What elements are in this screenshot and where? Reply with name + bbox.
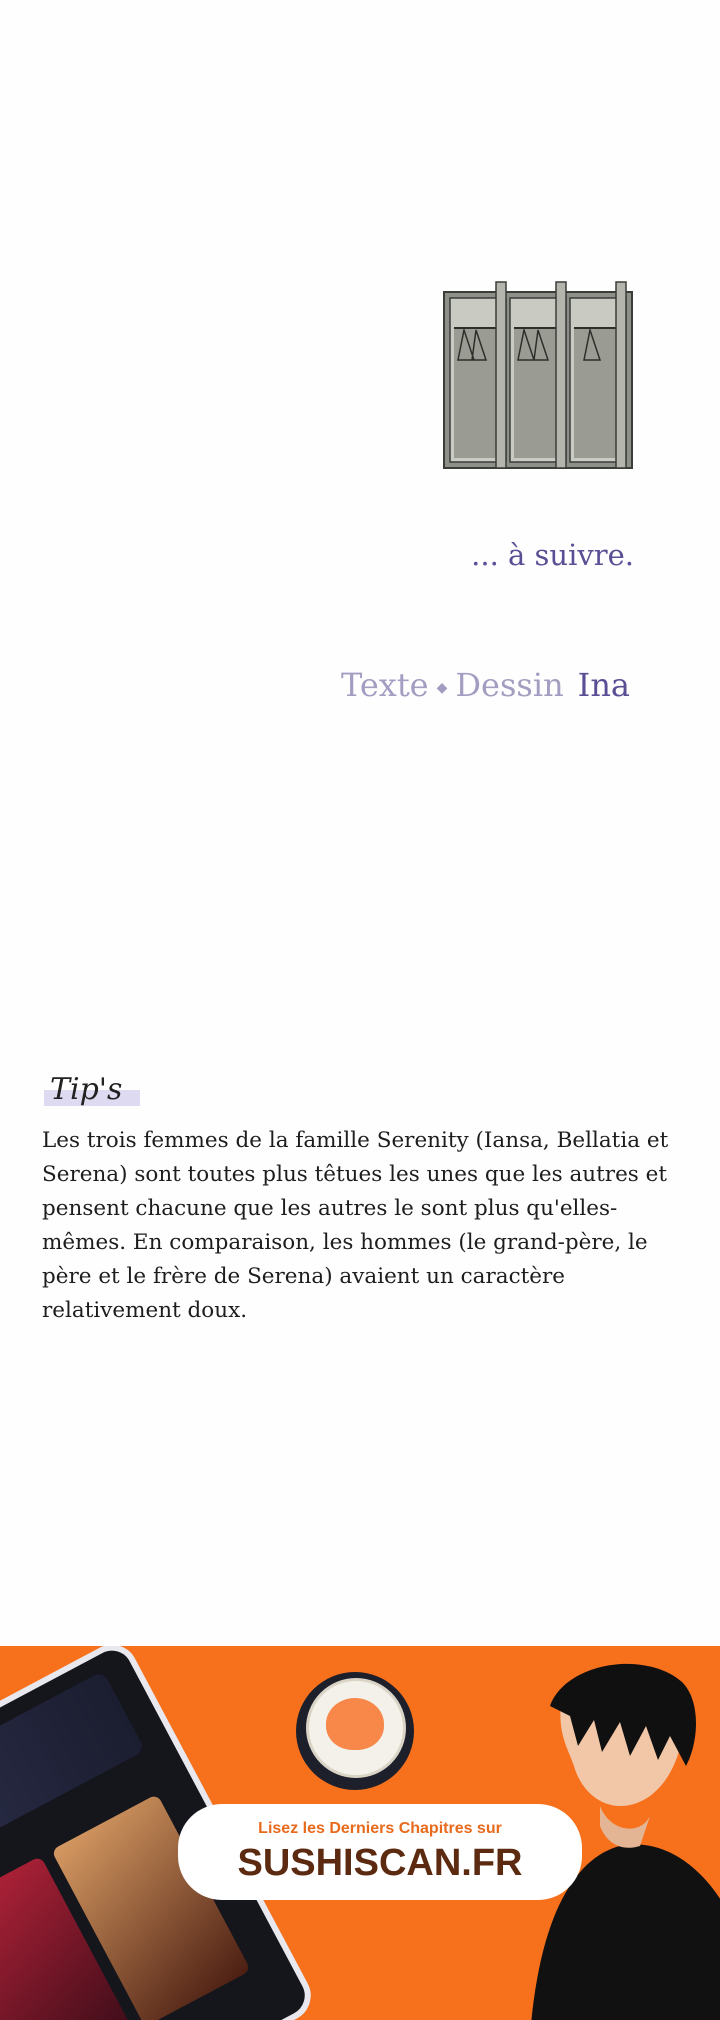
- cta-subtitle: Lisez les Derniers Chapitres sur: [258, 1820, 502, 1837]
- diamond-separator-icon: ◆: [436, 679, 448, 696]
- tips-body: Les trois femmes de la famille Serenity (Iansa, Bellatia et Serena) sont toutes plus têtues les unes que les autres et pensent chacune que les autres le sont plus qu'elles-mêmes. En comparaison, les hommes (le grand-père, le père et le frère de Serena) avaient un caractère relativement doux.: [42, 1128, 669, 1323]
- promo-banner[interactable]: [0, 1646, 720, 2020]
- tips-heading: [44, 1072, 122, 1106]
- credits-line: [341, 666, 630, 704]
- credit-role-text: Texte: [340, 666, 429, 704]
- sushi-logo-icon: [296, 1672, 414, 1790]
- tips-title: Tip's: [50, 1072, 123, 1107]
- wardrobe-illustration: [440, 278, 636, 474]
- cta-brand[interactable]: SUSHISCAN.FR: [237, 1842, 523, 1884]
- credit-artist-name: Ina: [577, 666, 630, 704]
- cta-pill[interactable]: [178, 1804, 582, 1900]
- to-be-continued-text: ... à suivre.: [471, 538, 634, 572]
- credit-role-drawing: Dessin: [455, 666, 564, 704]
